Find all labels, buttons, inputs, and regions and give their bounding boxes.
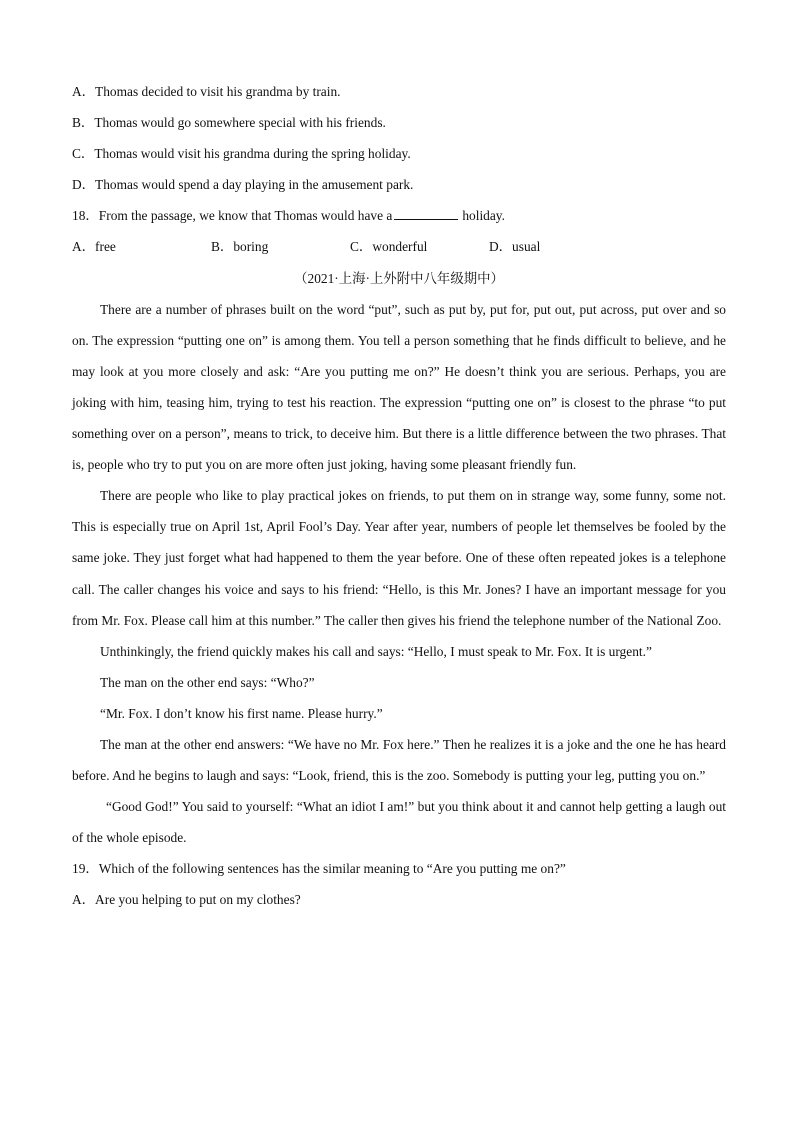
passage-paragraph-3: Unthinkingly, the friend quickly makes his call and says: “Hello, I must speak to Mr. Fox. It is urgent.” [100,643,652,659]
passage-source: （2021·上海·上外附中八年级期中） [294,270,504,286]
passage-paragraph-2: There are people who like to play practical jokes on friends, to put them on in strange way, some funny, some not. This is especially true on April 1st, April Fool’s Day. Year after year, numbers of people let themselves be fooled by the same joke. They just forget what had happened to them the year before. One of these often repeated jokes is a telephone call. The caller changes his voice and says to his friend: “Hello, is this Mr. Jones? I have an important message for you from Mr. Fox. Please call him at this number.” The caller then gives his friend the telephone number of the National Zoo. [72,488,726,628]
q18-stem-before: 18．From the passage, we know that Thomas would have a [72,208,393,224]
q17-option-c: C．Thomas would visit his grandma during the spring holiday. [72,146,411,162]
q18-option-d: D．usual [489,239,541,255]
q19-stem: 19．Which of the following sentences has the similar meaning to “Are you putting me on?” [72,861,566,877]
q18-option-a: A．free [72,239,116,255]
q17-option-a: A．Thomas decided to visit his grandma by train. [72,84,341,99]
passage-paragraph-1: There are a number of phrases built on the word “put”, such as put by, put for, put out, put across, put over and so on. The expression “putting one on” is among them. You tell a person something that he finds difficult to believe, and he may look at you more closely and ask: “Are you putting me on?” He doesn’t think you are serious. Perhaps, you are joking with him, teasing him, trying to test his reaction. The expression “putting one on” is closest to the phrase “to put something over on a person”, means to trick, to deceive him. But there is a little difference between the two phrases. That is, people who try to put you on are more often just joking, having some pleasant friendly fun. [72,301,726,473]
document-page [72,76,726,916]
passage-paragraph-5: “Mr. Fox. I don’t know his first name. Please hurry.” [100,705,383,721]
q18-stem [72,200,726,231]
passage-paragraph-4: The man on the other end says: “Who?” [100,674,315,690]
passage-paragraph-7: “Good God!” You said to yourself: “What an idiot I am!” but you think about it and cannot help getting a laugh out of the whole episode. [72,799,726,846]
q17-option-b: B．Thomas would go somewhere special with his friends. [72,115,386,131]
answer-blank [394,207,458,220]
q19-option-a: A．Are you helping to put on my clothes? [72,892,301,908]
q18-option-c: C．wonderful [350,239,428,255]
q18-stem-after: holiday. [462,208,505,224]
q17-option-d: D．Thomas would spend a day playing in the amusement park. [72,177,414,193]
q18-options [72,231,726,262]
passage-paragraph-6: The man at the other end answers: “We have no Mr. Fox here.” Then he realizes it is a joke and the one he has heard before. And he begins to laugh and says: “Look, friend, this is the zoo. Somebody is putting your leg, putting you on.” [72,736,726,784]
q18-option-b: B．boring [211,239,269,255]
